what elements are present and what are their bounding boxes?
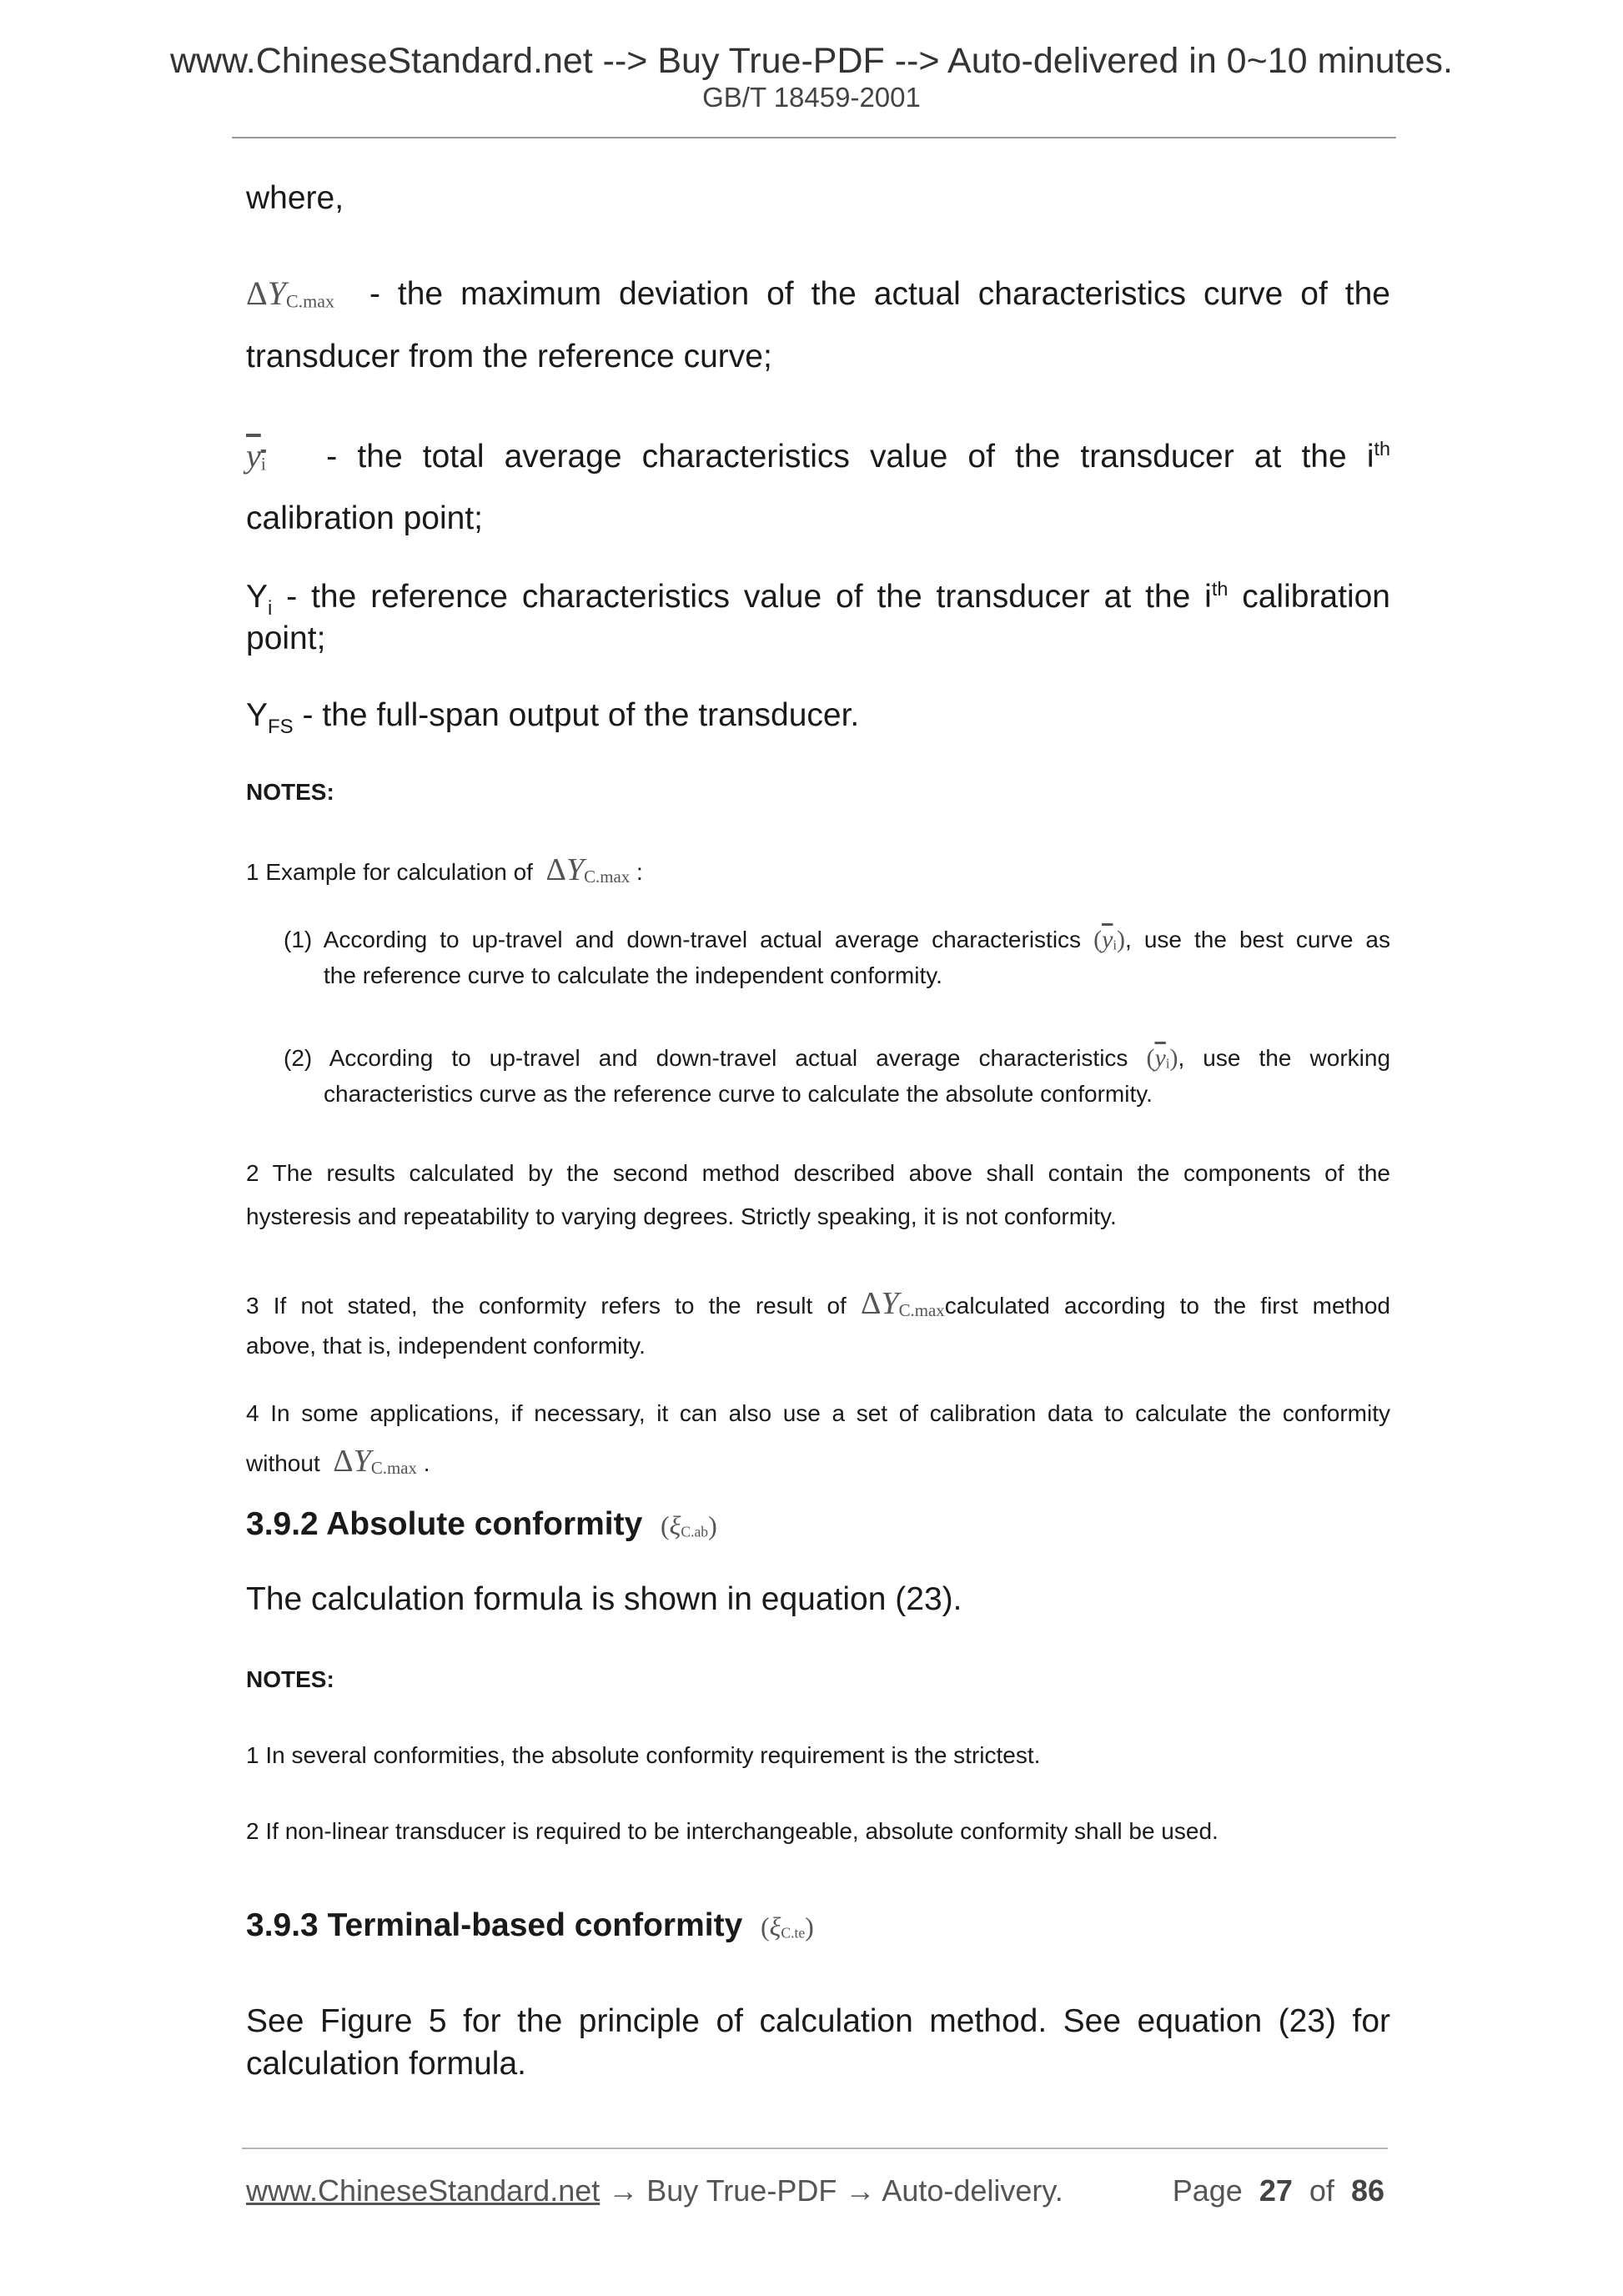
footer-website-link[interactable]: www.ChineseStandard.net xyxy=(246,2173,600,2208)
header-banner: www.ChineseStandard.net --> Buy True-PDF --> Auto-delivered in 0~10 minutes. xyxy=(169,41,1453,81)
page-indicator: Page 27 of 86 xyxy=(1172,2173,1384,2208)
note-4-line2: without $\Delta Y_{C.max}$ . xyxy=(246,1444,430,1479)
section-3-9-2-text: The calculation formula is shown in equation (23). xyxy=(246,1581,962,1617)
page-total: 86 xyxy=(1350,2173,1384,2208)
header-divider xyxy=(232,137,1396,138)
definition-yi-line2: point; xyxy=(246,620,326,656)
delta-y-cmax-symbol: $\Delta Y_{C.max}$ xyxy=(246,274,335,312)
notes-2-item-1: 1 In several conformities, the absolute conformity requirement is the strictest. xyxy=(246,1742,1041,1768)
xi-c-te-symbol: $(\xi_{C.te})$ xyxy=(760,1912,814,1942)
section-3-9-3-heading: 3.9.3 Terminal-based conformity $(\xi_{C.te})$ xyxy=(246,1907,814,1943)
footer-promo: www.ChineseStandard.net → Buy True-PDF → Auto-delivery. xyxy=(246,2173,1063,2208)
note-2: 2 The results calculated by the second method described above shall contain the components of the xyxy=(246,1160,1390,1186)
definition-ybar: $y_i$ - the total average characteristics value of the transducer at the $i^{th}$ xyxy=(246,437,1390,475)
note-3: 3 If not stated, the conformity refers to the result of $\Delta Y_{C.max}calculated$ according to the first method xyxy=(246,1286,1391,1321)
note-1-item-1-line2: the reference curve to calculate the independent conformity. xyxy=(324,962,942,988)
definition-ybar-line2: calibration point; xyxy=(246,500,484,536)
delta-y-cmax-symbol: $\Delta Y_{C.max}$ xyxy=(861,1286,945,1321)
standard-number: GB/T 18459-2001 xyxy=(702,82,921,113)
definition-delta-y: $\Delta Y_{C.max}$ - the maximum deviation of the actual characteristics curve of the xyxy=(246,274,1390,312)
note-4: 4 In some applications, if necessary, it can also use a set of calibration data to calculate the conformity xyxy=(246,1400,1390,1426)
delta-y-cmax-symbol: $\Delta Y_{C.max}$ xyxy=(333,1444,417,1479)
xi-c-ab-symbol: $(\xi_{C.ab})$ xyxy=(660,1510,717,1540)
note-1-item-2-line2: characteristics curve as the reference curve to calculate the absolute conformity. xyxy=(324,1081,1153,1107)
ybar-paren-symbol: $(\overline{y}_i)$ xyxy=(1146,1044,1178,1072)
note-1: 1 Example for calculation of $\Delta Y_{C.max}$ : xyxy=(246,852,643,887)
definition-yfs: $Y_{FS}$ - the full-span output of the transducer. xyxy=(246,697,860,738)
note-2-line2: hysteresis and repeatability to varying degrees. Strictly speaking, it is not conformity. xyxy=(246,1203,1117,1229)
section-3-9-2-heading: 3.9.2 Absolute conformity $(\xi_{C.ab})$ xyxy=(246,1506,717,1542)
note-1-item-2: (2) According to up-travel and down-travel actual average characteristics $(\overline{y}_i)$, use the working xyxy=(284,1044,1391,1072)
section-3-9-3-text: See Figure 5 for the principle of calculation method. See equation (23) for xyxy=(246,2003,1390,2039)
definition-yi: $Y_i$ - the reference characteristics value of the transducer at the $i^{th}$ calibration xyxy=(246,577,1391,620)
notes-2-item-2: 2 If non-linear transducer is required to be interchangeable, absolute conformity shall be used. xyxy=(246,1818,1219,1844)
footer-divider xyxy=(242,2148,1388,2149)
section-3-9-3-text-line2: calculation formula. xyxy=(246,2046,526,2082)
notes-label: NOTES: xyxy=(246,779,334,805)
ybar-symbol: $y_i$ xyxy=(246,437,266,475)
ybar-paren-symbol: $(\overline{y}_i)$ xyxy=(1093,926,1126,953)
notes-label-2: NOTES: xyxy=(246,1666,334,1692)
note-1-item-1: (1) According to up-travel and down-travel actual average characteristics $(\overline{y}_i)$, use the best curve as xyxy=(284,926,1391,953)
where-label: where, xyxy=(246,180,344,216)
definition-delta-y-line2: transducer from the reference curve; xyxy=(246,339,772,374)
delta-y-cmax-symbol: $\Delta Y_{C.max}$ xyxy=(545,852,631,887)
page-number: 27 xyxy=(1259,2173,1293,2208)
note-3-line2: above, that is, independent conformity. xyxy=(246,1333,646,1359)
